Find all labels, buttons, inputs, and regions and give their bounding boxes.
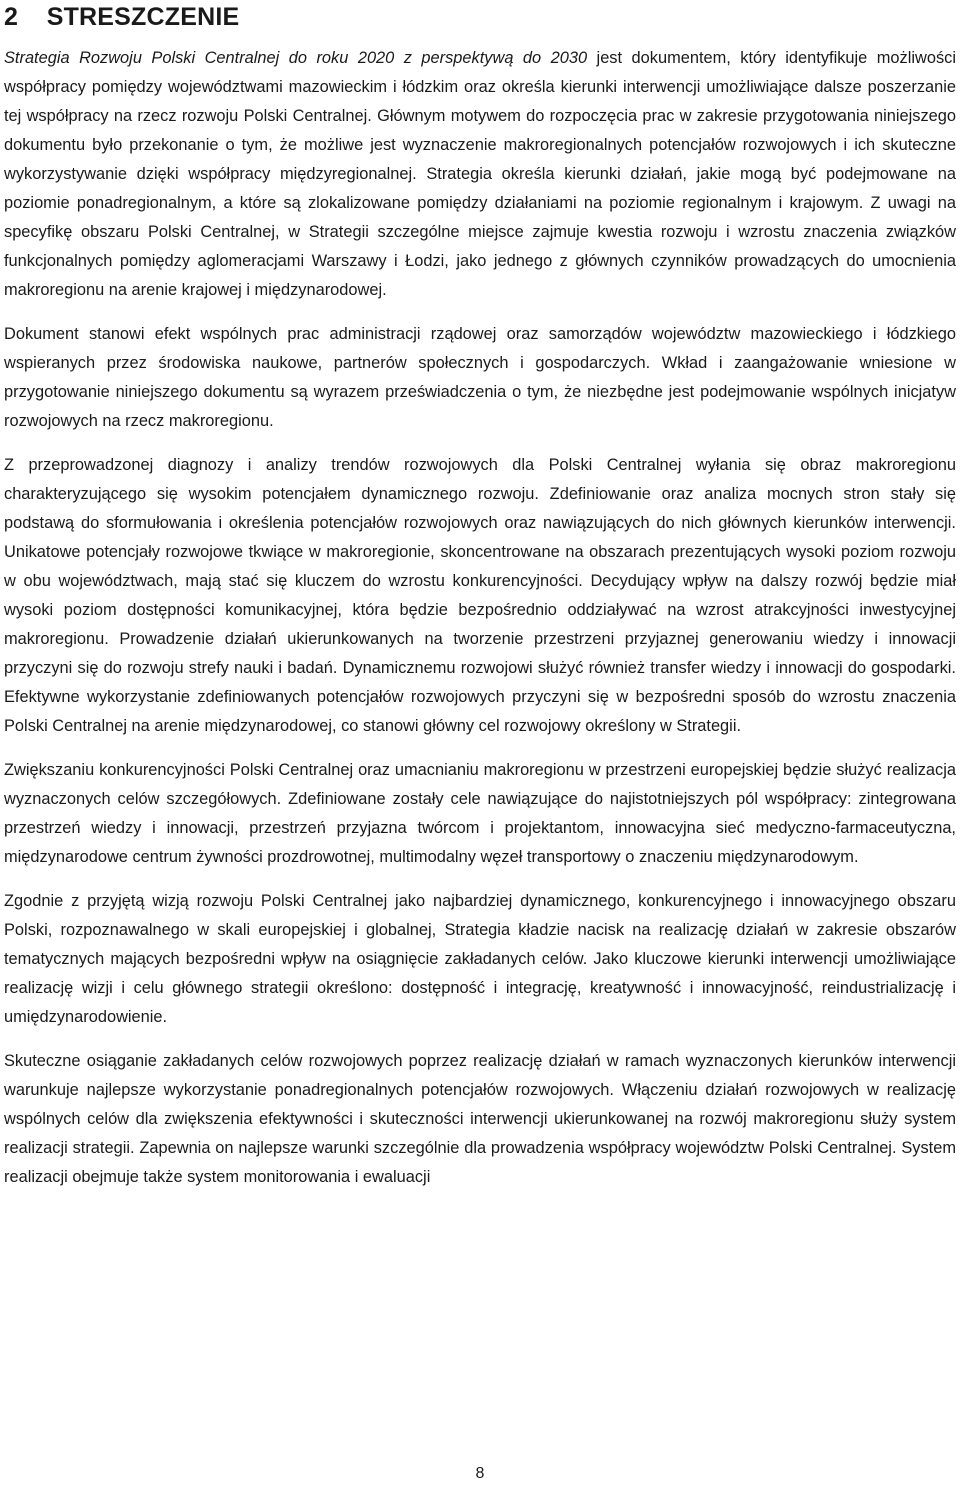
document-page <box>4 0 956 1490</box>
intro-text: jest dokumentem, który identyfikuje możliwości współpracy pomiędzy województwami mazowieckim i łódzkim oraz określa kierunki interwencji umożliwiające dalsze poszerzanie tej współpracy na rzecz rozwoju Polski Centralnej. Głównym motywem do rozpoczęcia prac w zakresie przygotowania niniejszego dokumentu było przekonanie o tym, że możliwe jest wyznaczenie makroregionalnych potencjałów rozwojowych i ich skuteczne wykorzystywanie dzięki współpracy międzyregionalnej. Strategia określa kierunki działań, jakie mogą być podejmowane na poziomie ponadregionalnym, a które są zlokalizowane pomiędzy działaniami na poziomie regionalnym i krajowym. Z uwagi na specyfikę obszaru Polski Centralnej, w Strategii szczególne miejsce zajmuje kwestia rozwoju i wzrostu znaczenia związków funkcjonalnych pomiędzy aglomeracjami Warszawy i Łodzi, jako jednego z głównych czynników prowadzących do umocnienia makroregionu na arenie krajowej i międzynarodowej. <box>4 49 956 299</box>
paragraph-4: Zwiększaniu konkurencyjności Polski Centralnej oraz umacnianiu makroregionu w przestrzeni europejskiej będzie służyć realizacja wyznaczonych celów szczegółowych. Zdefiniowane zostały cele nawiązujące do najistotniejszych pól współpracy: zintegrowana przestrzeń wiedzy i innowacji, przestrzeń przyjazna twórcom i projektantom, innowacyjna sieć medyczno-farmaceutyczna, międzynarodowe centrum żywności prozdrowotnej, multimodalny węzeł transportowy o znaczeniu międzynarodowym. <box>4 761 956 866</box>
paragraph-intro <box>4 44 956 305</box>
section-title: STRESZCZENIE <box>46 3 240 31</box>
paragraph-6: Skuteczne osiąganie zakładanych celów rozwojowych poprzez realizację działań w ramach wyznaczonych kierunków interwencji warunkuje najlepsze wykorzystanie ponadregionalnych potencjałów rozwojowych. Włączeniu działań rozwojowych w realizację wspólnych celów dla zwiększenia efektywności i skuteczności interwencji ukierunkowanej na rozwój makroregionu służy system realizacji strategii. Zapewnia on najlepsze warunki szczególnie dla prowadzenia współpracy województw Polski Centralnej. System realizacji obejmuje także system monitorowania i ewaluacji <box>4 1052 956 1186</box>
paragraph-5: Zgodnie z przyjętą wizją rozwoju Polski Centralnej jako najbardziej dynamicznego, konkurencyjnego i innowacyjnego obszaru Polski, rozpoznawalnego w skali europejskiej i globalnej, Strategia kładzie nacisk na realizację działań w zakresie obszarów tematycznych mających bezpośredni wpływ na osiągnięcie zakładanych celów. Jako kluczowe kierunki interwencji umożliwiające realizację wizji i celu głównego strategii określono: dostępność i integrację, kreatywność i innowacyjność, reindustrializację i umiędzynarodowienie. <box>4 892 956 1026</box>
strategy-title-italic: Strategia Rozwoju Polski Centralnej do roku 2020 z perspektywą do 2030 <box>4 49 588 67</box>
section-number: 2 <box>4 3 19 31</box>
page-number: 8 <box>475 1465 485 1482</box>
section-heading <box>4 2 956 32</box>
paragraph-3: Z przeprowadzonej diagnozy i analizy trendów rozwojowych dla Polski Centralnej wyłania się obraz makroregionu charakteryzującego się wysokim potencjałem dynamicznego rozwoju. Zdefiniowanie oraz analiza mocnych stron stały się podstawą do sformułowania i określenia potencjałów rozwojowych oraz nawiązujących do nich głównych kierunków interwencji. Unikatowe potencjały rozwojowe tkwiące w makroregionie, skoncentrowane na obszarach prezentujących wysoki poziom rozwoju w obu województwach, mają stać się kluczem do wzrostu konkurencyjności. Decydujący wpływ na dalszy rozwój będzie miał wysoki poziom dostępności komunikacyjnej, która będzie bezpośrednio oddziaływać na wzrost atrakcyjności inwestycyjnej makroregionu. Prowadzenie działań ukierunkowanych na tworzenie przestrzeni przyjaznej generowaniu wiedzy i innowacji przyczyni się do rozwoju strefy nauki i badań. Dynamicznemu rozwojowi służyć również transfer wiedzy i innowacji do gospodarki. Efektywne wykorzystanie zdefiniowanych potencjałów rozwojowych przyczyni się w bezpośredni sposób do wzrostu znaczenia Polski Centralnej na arenie międzynarodowej, co stanowi główny cel rozwojowy określony w Strategii. <box>4 456 956 735</box>
paragraph-2: Dokument stanowi efekt wspólnych prac administracji rządowej oraz samorządów województw mazowieckiego i łódzkiego wspieranych przez środowiska naukowe, partnerów społecznych i gospodarczych. Wkład i zaangażowanie wniesione w przygotowanie niniejszego dokumentu są wyrazem przeświadczenia o tym, że niezbędne jest podejmowanie wspólnych inicjatyw rozwojowych na rzecz makroregionu. <box>4 325 956 430</box>
